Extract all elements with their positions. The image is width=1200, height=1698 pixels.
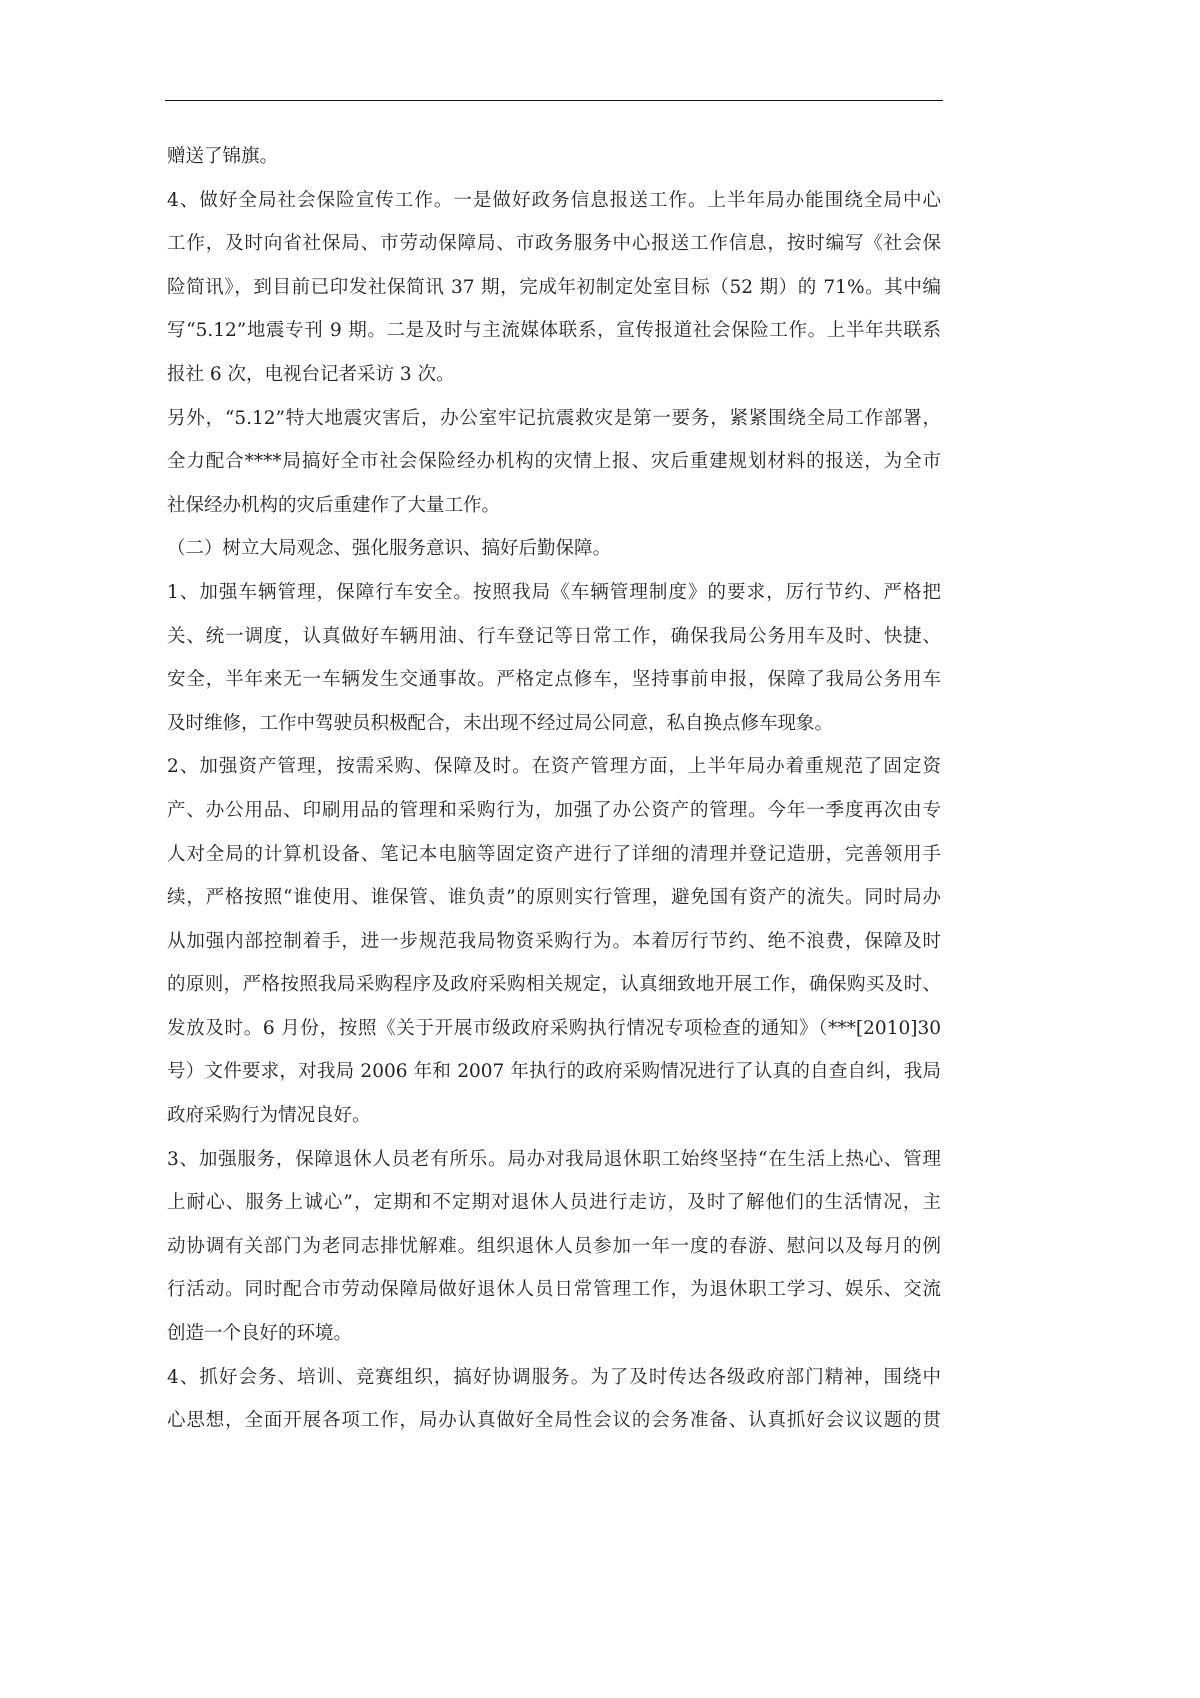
text-line: 3、加强服务，保障退休人员老有所乐。局办对我局退休职工始终坚持“在生活上热心、管理 xyxy=(167,1148,941,1170)
text-line: 报社 6 次，电视台记者采访 3 次。 xyxy=(167,363,455,385)
text-line: 关、统一调度，认真做好车辆用油、行车登记等日常工作，确保我局公务用车及时、快捷、 xyxy=(167,625,941,647)
text-line: 的原则，严格按照我局采购程序及政府采购相关规定，认真细致地开展工作，确保购买及时、 xyxy=(167,974,941,996)
text-line: 赠送了锦旗。 xyxy=(167,146,279,167)
text-line: 工作，及时向省社保局、市劳动保障局、市政务服务中心报送工作信息，按时编写《社会保 xyxy=(167,233,941,255)
text-line: 另外，“5.12”特大地震灾害后，办公室牢记抗震救灾是第一要务，紧紧围绕全局工作部署， xyxy=(167,407,941,429)
text-line: 4、做好全局社会保险宣传工作。一是做好政务信息报送工作。上半年局办能围绕全局中心 xyxy=(167,189,941,211)
paragraph xyxy=(167,135,941,179)
text-line: 2、加强资产管理，按需采购、保障及时。在资产管理方面，上半年局办着重规范了固定资 xyxy=(167,756,941,778)
text-line: （二）树立大局观念、强化服务意识、搞好后勤保障。 xyxy=(167,538,612,560)
text-line: 1、加强车辆管理，保障行车安全。按照我局《车辆管理制度》的要求，厉行节约、严格把 xyxy=(167,581,941,603)
paragraph xyxy=(167,527,941,571)
text-line: 及时维修，工作中驾驶员积极配合，未出现不经过局公同意，私自换点修车现象。 xyxy=(167,712,834,734)
text-line: 心思想，全面开展各项工作，局办认真做好全局性会议的会务准备、认真抓好会议议题的贯 xyxy=(167,1410,941,1432)
header-rule xyxy=(165,100,943,101)
text-line: 全力配合****局搞好全市社会保险经办机构的灾情上报、灾后重建规划材料的报送，为全市 xyxy=(167,451,941,473)
paragraph xyxy=(167,1138,941,1356)
text-line: 产、办公用品、印刷用品的管理和采购行为，加强了办公资产的管理。今年一季度再次由专 xyxy=(167,799,941,821)
paragraph xyxy=(167,397,941,528)
text-line: 续，严格按照“谁使用、谁保管、谁负责”的原则实行管理，避免国有资产的流失。同时局办 xyxy=(167,887,941,909)
text-line: 号）文件要求，对我局 2006 年和 2007 年执行的政府采购情况进行了认真的自查自纠，我局 xyxy=(167,1061,941,1083)
text-line: 政府采购行为情况良好。 xyxy=(167,1105,371,1127)
text-line: 社保经办机构的灾后重建作了大量工作。 xyxy=(167,494,501,516)
document-body xyxy=(167,135,941,1443)
text-line: 行活动。同时配合市劳动保障局做好退休人员日常管理工作，为退休职工学习、娱乐、交流 xyxy=(167,1279,941,1301)
text-line: 上耐心、服务上诚心”，定期和不定期对退休人员进行走访，及时了解他们的生活情况，主 xyxy=(167,1192,941,1214)
text-line: 创造一个良好的环境。 xyxy=(167,1323,353,1345)
text-line: 发放及时。6 月份，按照《关于开展市级政府采购执行情况专项检查的通知》（***[2010]30 xyxy=(167,1017,941,1039)
text-line: 险简讯》，到目前已印发社保简讯 37 期，完成年初制定处室目标（52 期）的 71%。其中编 xyxy=(167,276,941,298)
text-line: 人对全局的计算机设备、笔记本电脑等固定资产进行了详细的清理并登记造册，完善领用手 xyxy=(167,843,941,865)
text-line: 4、抓好会务、培训、竞赛组织，搞好协调服务。为了及时传达各级政府部门精神，围绕中 xyxy=(167,1366,941,1388)
paragraph xyxy=(167,1356,941,1443)
paragraph xyxy=(167,571,941,745)
paragraph xyxy=(167,745,941,1137)
text-line: 动协调有关部门为老同志排忧解难。组织退休人员参加一年一度的春游、慰问以及每月的例 xyxy=(167,1235,941,1257)
text-line: 写“5.12”地震专刊 9 期。二是及时与主流媒体联系，宣传报道社会保险工作。上半年共联系 xyxy=(167,320,941,342)
text-line: 安全，半年来无一车辆发生交通事故。严格定点修车，坚持事前申报，保障了我局公务用车 xyxy=(167,669,941,691)
paragraph xyxy=(167,179,941,397)
text-line: 从加强内部控制着手，进一步规范我局物资采购行为。本着厉行节约、绝不浪费，保障及时 xyxy=(167,930,941,952)
